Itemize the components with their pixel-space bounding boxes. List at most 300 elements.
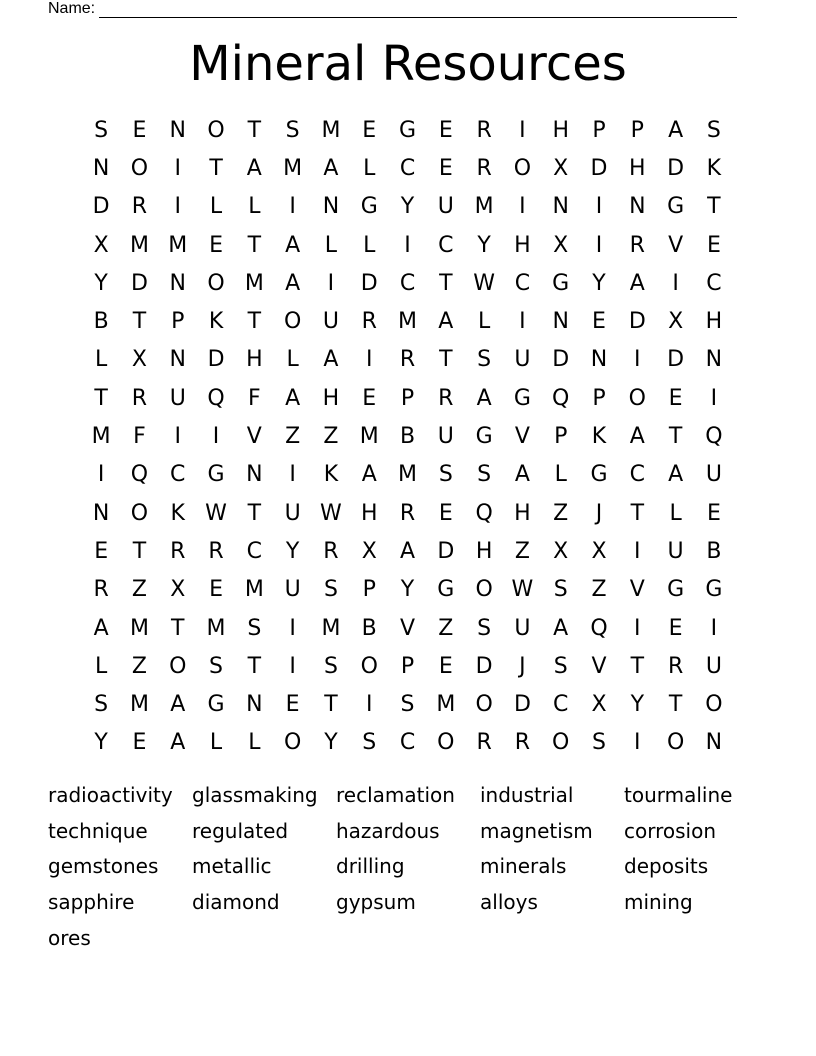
grid-letter: R (399, 500, 416, 526)
grid-letter: U (437, 194, 454, 220)
grid-letter: L (363, 155, 376, 181)
grid-letter: I (212, 424, 220, 450)
grid-letter: B (361, 615, 377, 641)
grid-letter: O (283, 309, 302, 335)
grid-letter: E (668, 615, 683, 641)
grid-letter: A (323, 155, 339, 181)
grid-letter: M (244, 270, 264, 296)
grid-letter: M (321, 615, 341, 641)
grid-letter: E (438, 653, 453, 679)
grid-letter: E (362, 117, 377, 143)
grid-letter: A (361, 462, 377, 488)
grid-letter: T (630, 500, 645, 526)
grid-letter: Z (591, 577, 607, 603)
grid-letter: L (209, 194, 223, 220)
grid-letter: O (552, 730, 570, 756)
word-list-item: diamond (192, 890, 280, 915)
grid-letter: X (668, 309, 684, 335)
grid-letter: P (400, 385, 415, 411)
grid-letter: P (592, 385, 606, 411)
grid-letter: G (513, 385, 531, 411)
grid-letter: Q (130, 462, 149, 488)
grid-letter: T (668, 692, 683, 718)
grid-letter: B (93, 309, 109, 335)
grid-letter: C (246, 538, 263, 564)
grid-letter: D (207, 347, 225, 373)
grid-letter: C (399, 730, 416, 756)
grid-letter: U (705, 653, 722, 679)
word-list-item: minerals (480, 854, 567, 879)
grid-letter: I (595, 194, 603, 220)
grid-letter: E (668, 385, 683, 411)
grid-letter: R (476, 155, 492, 181)
grid-letter: Y (94, 270, 108, 296)
grid-letter: E (438, 500, 453, 526)
grid-letter: C (399, 270, 416, 296)
grid-letter: N (92, 500, 110, 526)
grid-letter: M (206, 615, 226, 641)
grid-letter: O (130, 155, 149, 181)
page-title: Mineral Resources (189, 36, 627, 92)
grid-letter: H (552, 117, 569, 143)
name-field (48, 0, 737, 18)
grid-letter: X (131, 347, 147, 373)
grid-letter: I (174, 155, 181, 181)
grid-letter: T (439, 270, 453, 296)
grid-letter: C (553, 692, 569, 718)
grid-letter: G (667, 577, 685, 603)
grid-letter: N (322, 194, 340, 220)
grid-letter: Y (285, 538, 300, 564)
grid-letter: L (95, 653, 108, 679)
grid-letter: I (174, 194, 181, 220)
grid-letter: W (473, 270, 495, 296)
grid-letter: H (360, 500, 378, 526)
grid-letter: E (592, 309, 606, 335)
grid-letter: I (174, 424, 181, 450)
grid-letter: X (93, 232, 109, 258)
grid-letter: K (591, 424, 607, 450)
grid-letter: U (667, 538, 684, 564)
grid-letter: O (475, 692, 493, 718)
grid-letter: R (399, 347, 416, 373)
grid-letter: E (706, 232, 721, 258)
grid-letter: I (672, 270, 679, 296)
grid-letter: N (705, 347, 723, 373)
grid-letter: M (244, 577, 264, 603)
grid-letter: A (668, 462, 684, 488)
grid-letter: R (361, 309, 377, 335)
grid-letter: O (475, 577, 493, 603)
grid-letter: O (513, 155, 532, 181)
grid-letter: L (324, 232, 338, 258)
grid-letter: S (477, 347, 492, 373)
grid-letter: D (590, 155, 608, 181)
grid-letter: L (209, 730, 223, 756)
grid-letter: O (666, 730, 685, 756)
grid-letter: P (592, 117, 606, 143)
grid-letter: U (705, 462, 722, 488)
grid-letter: S (553, 577, 568, 603)
grid-letter: I (289, 653, 296, 679)
grid-letter: E (94, 538, 109, 564)
word-list-item: regulated (192, 818, 289, 843)
grid-letter: M (168, 232, 188, 258)
grid-letter: W (320, 500, 342, 526)
grid-letter: D (360, 270, 378, 296)
grid-letter: T (247, 309, 262, 335)
grid-letter: S (400, 692, 415, 718)
grid-letter: V (591, 653, 607, 679)
grid-letter: M (283, 155, 303, 181)
grid-letter: H (514, 232, 531, 258)
grid-letter: O (169, 653, 187, 679)
grid-letter: D (513, 692, 531, 718)
grid-letter: S (285, 117, 300, 143)
grid-letter: T (324, 692, 338, 718)
grid-letter: G (207, 462, 225, 488)
grid-letter: D (628, 309, 646, 335)
grid-letter: S (209, 653, 224, 679)
grid-letter: X (553, 155, 569, 181)
grid-letter: T (132, 538, 147, 564)
grid-letter: M (436, 692, 456, 718)
grid-letter: K (208, 309, 224, 335)
grid-letter: L (95, 347, 108, 373)
grid-letter: O (705, 692, 723, 718)
grid-letter: Y (592, 270, 606, 296)
grid-letter: N (169, 270, 186, 296)
grid-letter: N (246, 462, 263, 488)
grid-letter: X (361, 538, 377, 564)
grid-letter: R (131, 385, 148, 411)
grid-letter: H (246, 347, 263, 373)
grid-letter: U (514, 347, 531, 373)
grid-letter: P (554, 424, 568, 450)
grid-letter: L (248, 730, 261, 756)
grid-letter: F (133, 424, 146, 450)
grid-letter: V (668, 232, 684, 258)
grid-letter: H (322, 385, 340, 411)
grid-letter: X (170, 577, 186, 603)
grid-letter: G (475, 424, 493, 450)
grid-letter: R (476, 117, 492, 143)
grid-letter: Z (514, 538, 530, 564)
grid-letter: J (519, 653, 526, 679)
word-list-item: magnetism (480, 818, 593, 843)
grid-letter: O (207, 270, 225, 296)
grid-letter: G (398, 117, 417, 143)
grid-letter: G (705, 577, 723, 603)
grid-letter: R (667, 653, 684, 679)
grid-letter: Q (705, 424, 723, 450)
grid-letter: Z (285, 424, 301, 450)
word-list-item: hazardous (336, 818, 440, 843)
grid-letter: P (171, 309, 185, 335)
grid-letter: I (365, 692, 373, 718)
name-blank-line (99, 2, 737, 18)
grid-letter: O (437, 730, 455, 756)
grid-letter: G (667, 194, 685, 220)
grid-letter: I (634, 347, 641, 373)
grid-letter: R (629, 232, 645, 258)
grid-letter: A (438, 309, 454, 335)
grid-letter: R (323, 538, 339, 564)
grid-letter: N (552, 194, 569, 220)
grid-letter: I (634, 538, 641, 564)
grid-letter: B (399, 424, 416, 450)
grid-letter: T (439, 347, 453, 373)
grid-letter: U (169, 385, 186, 411)
grid-letter: T (247, 653, 262, 679)
grid-letter: C (170, 462, 186, 488)
grid-letter: I (404, 232, 411, 258)
grid-letter: T (247, 117, 262, 143)
grid-letter: M (398, 309, 418, 335)
grid-letter: S (247, 615, 262, 641)
grid-letter: A (323, 347, 339, 373)
grid-letter: S (477, 462, 492, 488)
grid-letter: K (706, 155, 722, 181)
grid-letter: O (283, 730, 302, 756)
grid-letter: X (591, 538, 607, 564)
grid-letter: Z (438, 615, 454, 641)
grid-letter: R (170, 538, 186, 564)
word-list-item: ores (48, 925, 91, 950)
grid-letter: L (363, 232, 376, 258)
grid-letter: A (246, 155, 262, 181)
grid-letter: K (170, 500, 185, 526)
grid-letter: X (553, 538, 569, 564)
grid-letter: E (285, 692, 300, 718)
grid-letter: T (132, 309, 147, 335)
grid-letter: R (93, 577, 109, 603)
grid-letter: C (438, 232, 454, 258)
word-list-item: corrosion (624, 818, 717, 843)
grid-letter: M (91, 424, 111, 450)
grid-letter: W (205, 500, 227, 526)
grid-letter: T (707, 194, 721, 220)
grid-letter: T (247, 500, 262, 526)
word-list-item: drilling (336, 854, 405, 879)
grid-letter: D (667, 347, 685, 373)
grid-letter: I (634, 615, 641, 641)
grid-letter: I (289, 194, 296, 220)
grid-letter: M (359, 424, 379, 450)
grid-letter: A (629, 270, 645, 296)
word-list (48, 778, 768, 956)
grid-letter: M (321, 117, 341, 143)
grid-letter: A (476, 385, 492, 411)
grid-letter: O (130, 500, 149, 526)
grid-letter: G (590, 462, 608, 488)
word-list-item: deposits (624, 854, 709, 879)
grid-letter: D (552, 347, 570, 373)
grid-letter: P (400, 653, 415, 679)
word-list-item: technique (48, 818, 148, 843)
grid-letter: I (365, 347, 373, 373)
grid-letter: Z (131, 577, 147, 603)
grid-letter: H (629, 155, 646, 181)
grid-letter: V (629, 577, 645, 603)
grid-letter: E (706, 500, 721, 526)
grid-letter: S (592, 730, 606, 756)
grid-letter: S (323, 577, 338, 603)
grid-letter: U (322, 309, 339, 335)
grid-letter: Q (590, 615, 608, 641)
grid-letter: V (514, 424, 530, 450)
grid-letter: A (170, 692, 186, 718)
grid-letter: S (94, 692, 109, 718)
grid-letter: A (170, 730, 186, 756)
grid-letter: T (668, 424, 683, 450)
grid-letter: B (706, 538, 722, 564)
grid-letter: E (209, 232, 223, 258)
grid-letter: A (629, 424, 645, 450)
grid-letter: M (129, 615, 149, 641)
grid-letter: T (171, 615, 185, 641)
grid-letter: C (399, 155, 416, 181)
grid-letter: P (630, 117, 644, 143)
grid-letter: I (519, 117, 526, 143)
grid-letter: A (399, 538, 416, 564)
grid-letter: I (710, 615, 718, 641)
grid-letter: U (437, 424, 454, 450)
grid-letter: S (706, 117, 721, 143)
grid-letter: X (591, 692, 607, 718)
grid-letter: Y (630, 692, 645, 718)
grid-letter: U (284, 577, 301, 603)
grid-letter: D (130, 270, 148, 296)
grid-letter: G (437, 577, 455, 603)
grid-letter: D (667, 155, 685, 181)
grid-letter: L (554, 462, 567, 488)
word-list-item: industrial (480, 783, 574, 807)
grid-letter: T (209, 155, 223, 181)
grid-letter: S (438, 462, 453, 488)
grid-letter: Y (400, 577, 415, 603)
grid-letter: S (362, 730, 377, 756)
grid-letter: A (285, 270, 301, 296)
grid-letter: R (131, 194, 148, 220)
grid-letter: X (553, 232, 569, 258)
grid-letter: I (289, 615, 296, 641)
grid-letter: T (247, 232, 262, 258)
word-list-item: gypsum (336, 890, 416, 915)
word-list-item: glassmaking (192, 783, 318, 807)
grid-letter: S (553, 653, 568, 679)
grid-letter: M (129, 232, 149, 258)
grid-letter: I (289, 462, 296, 488)
grid-letter: V (246, 424, 262, 450)
letter-grid (82, 111, 733, 762)
grid-letter: S (94, 117, 109, 143)
grid-letter: I (595, 232, 603, 258)
grid-letter: F (248, 385, 261, 411)
grid-letter: A (93, 615, 109, 641)
word-list-item: mining (624, 890, 693, 915)
grid-letter: I (519, 309, 526, 335)
grid-letter: C (629, 462, 645, 488)
grid-letter: K (323, 462, 339, 488)
grid-letter: O (628, 385, 646, 411)
grid-letter: H (705, 309, 723, 335)
grid-letter: N (92, 155, 110, 181)
grid-letter: N (629, 194, 646, 220)
grid-letter: R (514, 730, 531, 756)
grid-letter: T (630, 653, 645, 679)
word-list-item: gemstones (48, 854, 159, 879)
grid-letter: Y (324, 730, 338, 756)
grid-letter: A (553, 615, 569, 641)
grid-letter: E (132, 117, 147, 143)
name-label: Name: (48, 0, 96, 17)
grid-letter: N (552, 309, 569, 335)
grid-letter: S (477, 615, 492, 641)
grid-letter: Q (207, 385, 225, 411)
grid-letter: G (552, 270, 570, 296)
word-list-item: sapphire (48, 890, 135, 915)
grid-letter: D (475, 653, 493, 679)
grid-letter: J (595, 500, 603, 526)
grid-letter: N (705, 730, 723, 756)
grid-letter: O (207, 117, 225, 143)
grid-letter: C (514, 270, 531, 296)
grid-letter: I (97, 462, 105, 488)
grid-letter: D (92, 194, 110, 220)
grid-letter: Z (553, 500, 569, 526)
word-list-item: radioactivity (48, 783, 173, 807)
grid-letter: W (511, 577, 534, 603)
word-list-item: metallic (192, 854, 272, 879)
grid-letter: M (398, 462, 418, 488)
word-list-item: tourmaline (624, 783, 733, 807)
grid-letter: L (669, 500, 682, 526)
grid-letter: H (514, 500, 531, 526)
grid-letter: T (94, 385, 108, 411)
grid-letter: V (399, 615, 416, 641)
grid-letter: U (284, 500, 301, 526)
grid-letter: R (476, 730, 492, 756)
grid-letter: I (634, 730, 641, 756)
grid-letter: G (360, 194, 378, 220)
grid-letter: Z (323, 424, 339, 450)
word-list-item: reclamation (336, 783, 455, 807)
grid-letter: A (668, 117, 684, 143)
grid-letter: Y (400, 194, 415, 220)
grid-letter: I (519, 194, 526, 220)
grid-letter: E (209, 577, 223, 603)
grid-letter: Z (131, 653, 147, 679)
grid-letter: P (362, 577, 376, 603)
grid-letter: H (475, 538, 493, 564)
grid-letter: L (477, 309, 491, 335)
grid-letter: Q (475, 500, 493, 526)
grid-letter: I (710, 385, 718, 411)
grid-letter: L (248, 194, 261, 220)
grid-letter: E (438, 117, 453, 143)
grid-letter: O (360, 653, 378, 679)
grid-letter: D (437, 538, 455, 564)
grid-letter: I (327, 270, 335, 296)
grid-letter: A (514, 462, 530, 488)
grid-letter: N (169, 347, 186, 373)
grid-letter: R (208, 538, 224, 564)
grid-letter: N (246, 692, 263, 718)
grid-letter: L (286, 347, 299, 373)
grid-letter: N (590, 347, 608, 373)
grid-letter: R (438, 385, 454, 411)
